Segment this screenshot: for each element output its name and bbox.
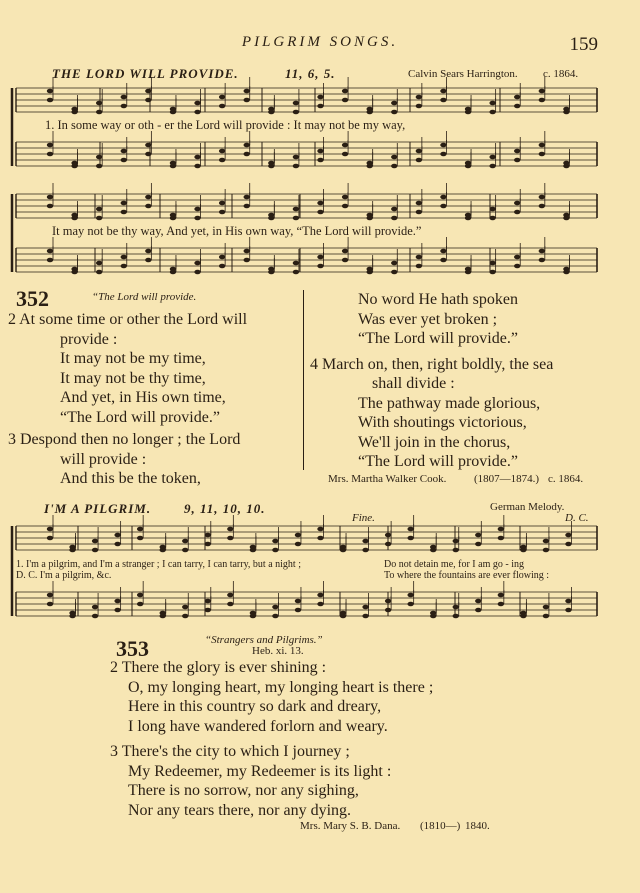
author-year-352: c. 1864. xyxy=(548,473,584,485)
note-head xyxy=(121,210,127,215)
note-head xyxy=(317,95,323,100)
note-head xyxy=(514,149,520,154)
note-head xyxy=(489,270,495,275)
note-head xyxy=(342,258,348,263)
note-head xyxy=(194,261,200,266)
note-head xyxy=(416,264,422,269)
note-head xyxy=(114,599,120,604)
note-head xyxy=(268,110,274,115)
note-head xyxy=(563,164,569,169)
note-head xyxy=(539,89,545,94)
note-head xyxy=(293,164,299,169)
note-head xyxy=(514,158,520,163)
note-head xyxy=(391,261,397,266)
note-head xyxy=(121,264,127,269)
note-head xyxy=(268,270,274,275)
note-head xyxy=(342,204,348,209)
note-head xyxy=(407,593,413,598)
note-head xyxy=(205,533,211,538)
lyric-353-2b: To where the fountains are ever flowing : xyxy=(384,570,550,581)
page-number: 159 xyxy=(569,34,598,55)
note-head xyxy=(489,164,495,169)
note-head xyxy=(440,98,446,103)
note-head xyxy=(293,270,299,275)
note-head xyxy=(145,204,151,209)
verses-352-left xyxy=(8,310,247,489)
note-head xyxy=(317,527,323,532)
verse-line: The pathway made glorious, xyxy=(358,394,541,412)
note-head xyxy=(514,104,520,109)
note-head xyxy=(317,201,323,206)
note-head xyxy=(475,608,481,613)
note-head xyxy=(295,533,301,538)
tune-composer-352: Calvin Sears Harrington. xyxy=(408,68,518,80)
note-head xyxy=(219,149,225,154)
note-head xyxy=(489,155,495,160)
note-head xyxy=(293,110,299,115)
note-head xyxy=(465,216,471,221)
note-head xyxy=(121,201,127,206)
verse-line: “The Lord will provide.” xyxy=(358,330,518,347)
note-head xyxy=(465,164,471,169)
note-head xyxy=(96,155,102,160)
note-head xyxy=(137,536,143,541)
note-head xyxy=(416,95,422,100)
note-head xyxy=(317,602,323,607)
note-head xyxy=(194,270,200,275)
note-head xyxy=(543,539,549,544)
note-head xyxy=(227,536,233,541)
verse-line: Nor any tears there, nor any dying. xyxy=(128,801,352,819)
note-head xyxy=(244,249,250,254)
note-head xyxy=(514,264,520,269)
note-head xyxy=(69,614,75,619)
note-head xyxy=(489,110,495,115)
note-head xyxy=(114,542,120,547)
note-head xyxy=(563,216,569,221)
note-head xyxy=(145,152,151,157)
author-dates-353: (1810—) xyxy=(420,820,461,832)
note-head xyxy=(219,95,225,100)
hymn-number-352: 352 xyxy=(16,286,49,311)
verse-line: “The Lord will provide.” xyxy=(358,453,518,470)
note-head xyxy=(391,110,397,115)
note-head xyxy=(272,614,278,619)
note-head xyxy=(342,249,348,254)
verse-line: 4 March on, then, right boldly, the sea xyxy=(310,355,554,373)
verse-line: shall divide : xyxy=(372,375,455,392)
note-head xyxy=(514,95,520,100)
note-head xyxy=(71,164,77,169)
note-head xyxy=(317,210,323,215)
author-352: Mrs. Martha Walker Cook. xyxy=(328,473,447,485)
note-head xyxy=(543,548,549,553)
note-head xyxy=(194,101,200,106)
note-head xyxy=(219,210,225,215)
note-head xyxy=(92,548,98,553)
note-head xyxy=(47,195,53,200)
note-head xyxy=(563,110,569,115)
note-head xyxy=(47,249,53,254)
verse-line: And yet, in His own time, xyxy=(60,389,226,406)
note-head xyxy=(160,614,166,619)
note-head xyxy=(362,548,368,553)
verse-line: 2 There the glory is ever shining : xyxy=(110,659,327,676)
note-head xyxy=(391,207,397,212)
note-head xyxy=(391,101,397,106)
note-head xyxy=(453,614,459,619)
note-head xyxy=(416,201,422,206)
note-head xyxy=(416,149,422,154)
note-head xyxy=(137,602,143,607)
author-dates-352: (1807—1874.) xyxy=(474,473,540,485)
note-head xyxy=(268,216,274,221)
note-head xyxy=(121,158,127,163)
note-head xyxy=(121,104,127,109)
lyric-352-line-1: 1. In some way or oth - er the Lord will provide : It may not be my way, xyxy=(45,118,406,132)
verse-line: There is no sorrow, nor any sighing, xyxy=(128,782,359,799)
fine-marking: Fine. xyxy=(352,512,375,524)
note-head xyxy=(92,539,98,544)
note-head xyxy=(498,536,504,541)
note-head xyxy=(362,539,368,544)
note-head xyxy=(47,89,53,94)
author-year-353: 1840. xyxy=(465,820,490,832)
note-head xyxy=(317,536,323,541)
note-head xyxy=(92,605,98,610)
note-head xyxy=(170,216,176,221)
note-head xyxy=(453,605,459,610)
note-head xyxy=(121,149,127,154)
note-head xyxy=(219,255,225,260)
note-head xyxy=(391,164,397,169)
note-head xyxy=(416,104,422,109)
note-head xyxy=(489,261,495,266)
note-head xyxy=(170,110,176,115)
verse-line: No word He hath spoken xyxy=(358,291,518,308)
verses-352-right xyxy=(310,290,553,472)
note-head xyxy=(47,258,53,263)
note-head xyxy=(194,155,200,160)
note-head xyxy=(182,614,188,619)
tune-meter-353: 9, 11, 10, 10. xyxy=(184,501,266,516)
note-head xyxy=(92,614,98,619)
note-head xyxy=(317,158,323,163)
note-head xyxy=(440,152,446,157)
note-head xyxy=(407,527,413,532)
note-head xyxy=(539,152,545,157)
epigraph-352: “The Lord will provide. xyxy=(92,291,197,303)
note-head xyxy=(563,270,569,275)
tune-title-352: THE LORD WILL PROVIDE. xyxy=(52,66,239,81)
note-head xyxy=(440,89,446,94)
note-head xyxy=(160,548,166,553)
note-head xyxy=(114,533,120,538)
note-head xyxy=(342,89,348,94)
note-head xyxy=(416,210,422,215)
note-head xyxy=(145,249,151,254)
running-head: PILGRIM SONGS. xyxy=(241,34,399,50)
note-head xyxy=(430,548,436,553)
note-head xyxy=(219,201,225,206)
note-head xyxy=(440,195,446,200)
note-head xyxy=(489,216,495,221)
note-head xyxy=(121,255,127,260)
verse-line: O, my longing heart, my longing heart is there ; xyxy=(128,678,434,696)
note-head xyxy=(539,258,545,263)
note-head xyxy=(295,542,301,547)
verse-line: provide : xyxy=(60,330,118,348)
note-head xyxy=(340,548,346,553)
note-head xyxy=(137,527,143,532)
note-head xyxy=(47,204,53,209)
note-head xyxy=(244,152,250,157)
note-head xyxy=(219,264,225,269)
note-head xyxy=(514,201,520,206)
note-head xyxy=(475,533,481,538)
dc-marking: D. C. xyxy=(565,512,589,524)
verse-line: It may not be thy time, xyxy=(60,369,206,387)
note-head xyxy=(514,210,520,215)
note-head xyxy=(565,533,571,538)
note-head xyxy=(385,533,391,538)
lyric-353-1b: D. C. I'm a pilgrim, &c. xyxy=(16,570,112,581)
note-head xyxy=(272,548,278,553)
note-head xyxy=(539,204,545,209)
note-head xyxy=(96,110,102,115)
note-head xyxy=(440,204,446,209)
note-head xyxy=(293,207,299,212)
note-head xyxy=(475,542,481,547)
verse-line: 2 At some time or other the Lord will xyxy=(8,311,248,328)
note-head xyxy=(317,255,323,260)
note-head xyxy=(182,605,188,610)
note-head xyxy=(391,270,397,275)
note-head xyxy=(565,608,571,613)
note-head xyxy=(342,143,348,148)
note-head xyxy=(362,605,368,610)
note-head xyxy=(194,207,200,212)
note-head xyxy=(137,593,143,598)
column-divider xyxy=(303,290,304,470)
note-head xyxy=(250,614,256,619)
note-head xyxy=(170,164,176,169)
note-head xyxy=(366,270,372,275)
note-head xyxy=(71,216,77,221)
note-head xyxy=(268,164,274,169)
note-head xyxy=(182,539,188,544)
note-head xyxy=(440,249,446,254)
note-head xyxy=(205,542,211,547)
note-head xyxy=(539,98,545,103)
verse-line: My Redeemer, my Redeemer is its light : xyxy=(128,762,392,780)
note-head xyxy=(539,249,545,254)
note-head xyxy=(475,599,481,604)
reference-353: Heb. xi. 13. xyxy=(252,645,304,657)
note-head xyxy=(219,158,225,163)
note-head xyxy=(489,207,495,212)
note-head xyxy=(440,258,446,263)
note-head xyxy=(340,614,346,619)
note-head xyxy=(362,614,368,619)
note-head xyxy=(391,216,397,221)
verse-line: Here in this country so dark and dreary, xyxy=(128,698,382,715)
tune-date-352: c. 1864. xyxy=(543,68,579,80)
verse-line: 3 There's the city to which I journey ; xyxy=(110,743,350,760)
note-head xyxy=(520,548,526,553)
note-head xyxy=(244,143,250,148)
note-head xyxy=(416,255,422,260)
verse-line: I long have wandered forlorn and weary. xyxy=(128,717,388,735)
author-353: Mrs. Mary S. B. Dana. xyxy=(300,820,401,832)
note-head xyxy=(194,164,200,169)
note-head xyxy=(498,593,504,598)
verses-353 xyxy=(110,658,433,820)
note-head xyxy=(244,98,250,103)
note-head xyxy=(250,548,256,553)
note-head xyxy=(205,608,211,613)
note-head xyxy=(565,599,571,604)
note-head xyxy=(47,593,53,598)
note-head xyxy=(489,101,495,106)
note-head xyxy=(385,599,391,604)
note-head xyxy=(342,98,348,103)
note-head xyxy=(182,548,188,553)
note-head xyxy=(96,261,102,266)
note-head xyxy=(295,599,301,604)
note-head xyxy=(543,605,549,610)
verse-line: Was ever yet broken ; xyxy=(358,310,498,328)
note-head xyxy=(145,195,151,200)
note-head xyxy=(453,539,459,544)
note-head xyxy=(342,152,348,157)
note-head xyxy=(96,270,102,275)
lyric-353-2a: Do not detain me, for I am go - ing xyxy=(384,559,524,570)
note-head xyxy=(293,155,299,160)
hymn-number-353: 353 xyxy=(116,636,149,661)
note-head xyxy=(391,155,397,160)
note-head xyxy=(514,255,520,260)
note-head xyxy=(342,195,348,200)
note-head xyxy=(96,101,102,106)
note-head xyxy=(194,110,200,115)
note-head xyxy=(47,143,53,148)
note-head xyxy=(227,602,233,607)
note-head xyxy=(317,593,323,598)
note-head xyxy=(295,608,301,613)
verse-line: It may not be my time, xyxy=(60,350,206,367)
note-head xyxy=(543,614,549,619)
verse-line: And this be the token, xyxy=(60,470,201,487)
note-head xyxy=(565,542,571,547)
note-head xyxy=(244,204,250,209)
tune-composer-353: German Melody. xyxy=(490,501,565,513)
note-head xyxy=(539,143,545,148)
note-head xyxy=(520,614,526,619)
note-head xyxy=(219,104,225,109)
note-head xyxy=(244,258,250,263)
note-head xyxy=(47,152,53,157)
note-head xyxy=(47,527,53,532)
note-head xyxy=(272,605,278,610)
note-head xyxy=(293,216,299,221)
note-head xyxy=(385,608,391,613)
note-head xyxy=(498,527,504,532)
note-head xyxy=(145,89,151,94)
note-head xyxy=(170,270,176,275)
verse-line: will provide : xyxy=(60,450,147,468)
note-head xyxy=(96,207,102,212)
note-head xyxy=(194,216,200,221)
note-head xyxy=(366,164,372,169)
note-head xyxy=(227,593,233,598)
note-head xyxy=(293,101,299,106)
note-head xyxy=(121,95,127,100)
note-head xyxy=(539,195,545,200)
note-head xyxy=(407,602,413,607)
note-head xyxy=(317,149,323,154)
note-head xyxy=(385,542,391,547)
tune-title-353: I'M A PILGRIM. xyxy=(44,501,152,516)
lyric-352-line-2: It may not be thy way, And yet, in His own way, “The Lord will provide.” xyxy=(52,224,422,238)
note-head xyxy=(244,89,250,94)
note-head xyxy=(96,216,102,221)
note-head xyxy=(96,164,102,169)
note-head xyxy=(69,548,75,553)
note-head xyxy=(47,98,53,103)
note-head xyxy=(453,548,459,553)
note-head xyxy=(145,258,151,263)
verse-line: “The Lord will provide.” xyxy=(60,408,220,426)
note-head xyxy=(47,602,53,607)
note-head xyxy=(366,110,372,115)
note-head xyxy=(430,614,436,619)
note-head xyxy=(465,270,471,275)
note-head xyxy=(71,270,77,275)
note-head xyxy=(145,143,151,148)
note-head xyxy=(71,110,77,115)
note-head xyxy=(317,104,323,109)
note-head xyxy=(272,539,278,544)
verse-line: 3 Despond then no longer ; the Lord xyxy=(8,431,241,448)
note-head xyxy=(227,527,233,532)
note-head xyxy=(317,264,323,269)
note-head xyxy=(440,143,446,148)
verse-line: With shoutings victorious, xyxy=(358,414,527,431)
note-head xyxy=(498,602,504,607)
verse-line: We'll join in the chorus, xyxy=(358,433,511,451)
epigraph-353: “Strangers and Pilgrims.” xyxy=(205,634,323,646)
note-head xyxy=(407,536,413,541)
lyric-353-1a: 1. I'm a pilgrim, and I'm a stranger ; I can tarry, I can tarry, but a night ; xyxy=(16,559,301,570)
note-head xyxy=(205,599,211,604)
note-head xyxy=(293,261,299,266)
note-head xyxy=(366,216,372,221)
note-head xyxy=(465,110,471,115)
note-head xyxy=(114,608,120,613)
note-head xyxy=(145,98,151,103)
note-head xyxy=(416,158,422,163)
note-head xyxy=(47,536,53,541)
tune-meter-352: 11, 6, 5. xyxy=(285,66,336,81)
note-head xyxy=(244,195,250,200)
